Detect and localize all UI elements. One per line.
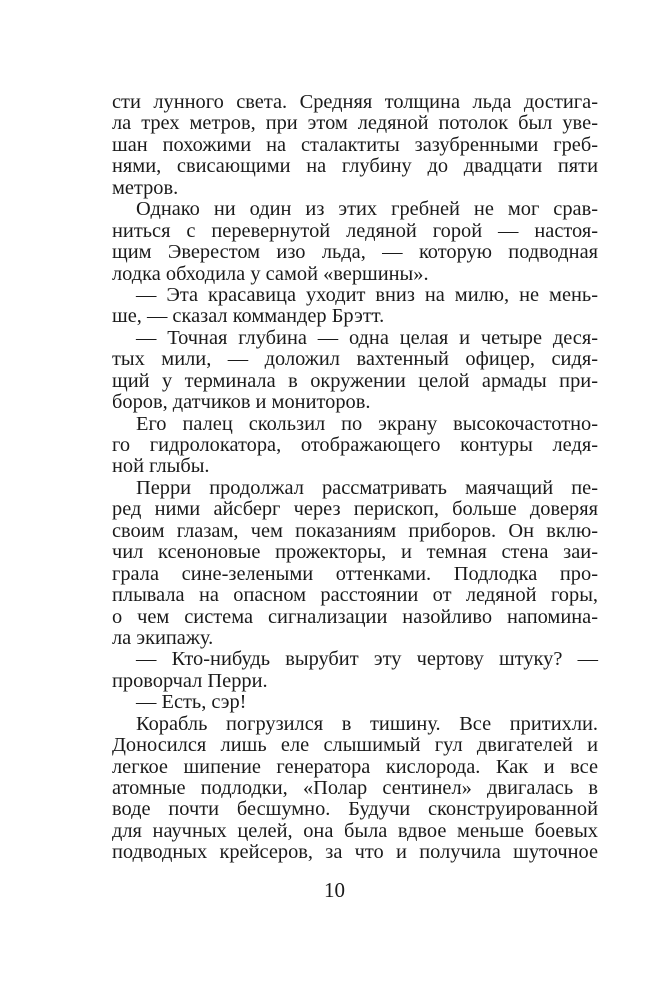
- text-line: подводных крейсеров, за что и получила шуточное: [112, 841, 598, 864]
- text-line: нями, свисающими на глубину до двадцати пяти: [112, 155, 598, 178]
- text-line: шан похожими на сталактиты зазубренными греб-: [112, 133, 598, 156]
- text-line: легкое шипение генератора кислорода. Как и все: [112, 755, 598, 778]
- page-body: [112, 92, 598, 864]
- text-line: ред ними айсберг через перископ, больше доверяя: [112, 498, 598, 521]
- paragraph: [112, 714, 598, 864]
- text-line: для научных целей, она была вдвое меньше боевых: [112, 819, 598, 842]
- text-line: грала сине-зелеными оттенками. Подлодка про-: [112, 562, 598, 585]
- text-line: Доносился лишь еле слышимый гул двигателей и: [112, 734, 598, 757]
- text-line: — Кто-нибудь вырубит эту чертову штуку? —: [136, 648, 598, 671]
- page-number: 10: [324, 878, 345, 902]
- text-line: ше, — сказал коммандер Брэтт.: [112, 305, 385, 328]
- text-line: ла трех метров, при этом ледяной потолок был увe-: [112, 112, 598, 135]
- text-line: го гидролокатора, отображающего контуры ледя-: [112, 434, 598, 456]
- text-line: — Есть, сэр!: [136, 691, 247, 714]
- text-line: щий у терминала в окружении целой армады при-: [112, 369, 598, 392]
- paragraph: [112, 414, 598, 478]
- text-line: Его палец скользил по экрану высокочастотно-: [136, 412, 598, 435]
- text-line: чил ксеноновые прожекторы, и темная стена заи-: [112, 541, 598, 564]
- paragraph: [112, 328, 598, 414]
- text-line: лодка обходила у самой «вершины».: [112, 262, 429, 285]
- text-line: ниться с перевернутой ледяной горой — настоя-: [112, 219, 598, 242]
- text-line: ла экипажу.: [112, 626, 214, 649]
- text-line: — Эта красавица уходит вниз на милю, не мень-: [136, 283, 598, 306]
- text-line: боров, датчиков и мониторов.: [112, 391, 371, 414]
- text-line: сти лунного света. Средняя толщина льда достига-: [112, 91, 598, 113]
- text-line: метров.: [112, 176, 179, 199]
- paragraph: [112, 92, 598, 199]
- text-line: — Точная глубина — одна целая и четыре деся-: [136, 326, 598, 349]
- text-line: своим глазам, чем показаниям приборов. Он вклю-: [112, 519, 598, 542]
- text-line: ной глыбы.: [112, 455, 210, 478]
- paragraph: [112, 478, 598, 650]
- text-line: атомные подлодки, «Полар сентинел» двигалась в: [112, 777, 598, 799]
- paragraph: [112, 285, 598, 328]
- text-line: Корабль погрузился в тишину. Все притихли.: [136, 712, 598, 735]
- text-line: Перри продолжал рассматривать маячащий пе-: [136, 476, 598, 499]
- text-line: щим Эверестом изо льда, — которую подводная: [112, 241, 598, 264]
- text-line: плывала на опасном расстоянии от ледяной горы,: [112, 584, 598, 607]
- paragraph: [112, 692, 598, 713]
- text-line: о чем система сигнализации назойливо напомина-: [112, 605, 598, 628]
- text-line: тых мили, — доложил вахтенный офицер, сидя-: [112, 348, 598, 371]
- paragraph: [112, 649, 598, 692]
- text-line: воде почти бесшумно. Будучи сконструированной: [112, 798, 598, 821]
- text-line: проворчал Перри.: [112, 669, 268, 692]
- paragraph: [112, 199, 598, 285]
- text-line: Однако ни один из этих гребней не мог срав-: [136, 198, 598, 221]
